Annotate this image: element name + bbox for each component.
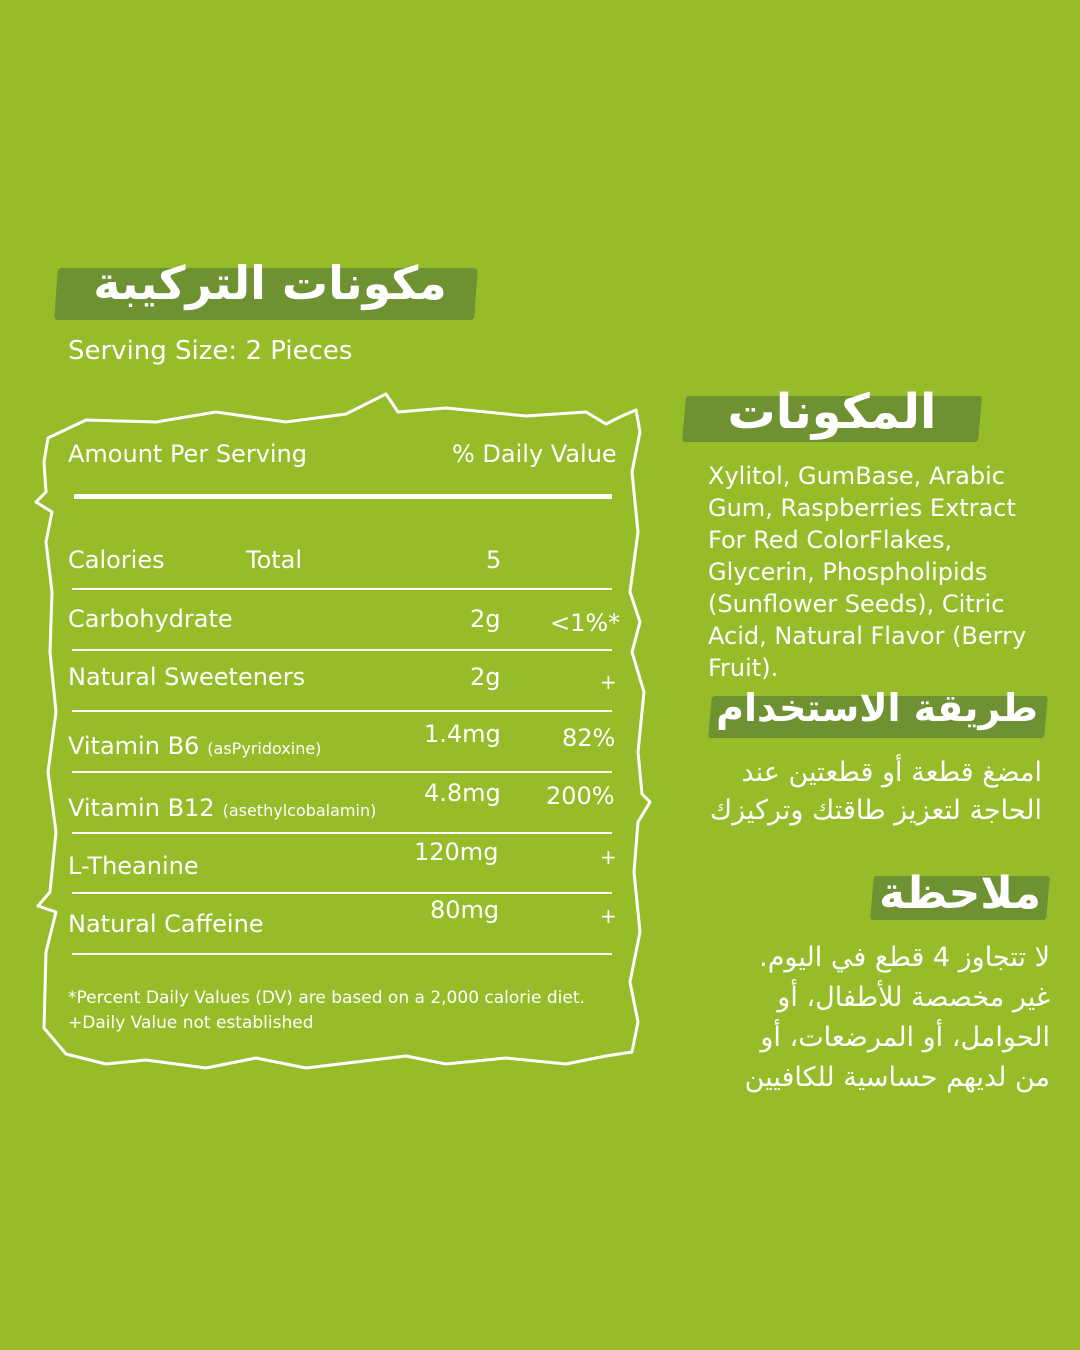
row-divider (72, 892, 612, 894)
page-title: مكونات التركيبة (93, 256, 447, 310)
row-theanine-name: L-Theanine (68, 852, 199, 880)
row-vitamin-b12 (68, 794, 376, 822)
usage-text (660, 754, 1042, 830)
row-vitamin-b6-amount: 1.4mg (424, 720, 501, 748)
ingredients-line: (Sunflower Seeds), Citric (708, 590, 1005, 618)
row-divider (72, 588, 612, 590)
usage-line: امضغ قطعة أو قطعتين عند (741, 757, 1042, 788)
ingredients-line: Gum, Raspberries Extract (708, 494, 1016, 522)
row-theanine-amount: 120mg (414, 838, 499, 866)
serving-size: Serving Size: 2 Pieces (68, 336, 353, 366)
row-divider (72, 832, 612, 834)
row-theanine-dv: + (600, 845, 617, 869)
row-caffeine-amount: 80mg (430, 896, 500, 924)
note-heading: ملاحظة (879, 868, 1041, 919)
row-divider (72, 710, 612, 712)
footnote-dv: *Percent Daily Values (DV) are based on a 2,000 calorie diet. (68, 988, 585, 1008)
usage-heading: طريقة الاستخدام (716, 686, 1038, 730)
row-vitamin-b6-name: Vitamin B6 (68, 732, 200, 760)
ingredients-line: Acid, Natural Flavor (Berry (708, 622, 1027, 650)
row-vitamin-b6 (68, 732, 321, 760)
header-rule (74, 494, 612, 499)
row-vitamin-b12-note: (asethylcobalamin) (222, 801, 377, 820)
row-calories-name: Calories (68, 546, 165, 574)
row-vitamin-b6-note: (asPyridoxine) (207, 739, 322, 758)
ingredients-line: For Red ColorFlakes, (708, 526, 953, 554)
ingredients-line: Fruit). (708, 654, 779, 682)
ingredients-line: Xylitol, GumBase, Arabic (708, 462, 1005, 490)
row-vitamin-b6-dv: 82% (562, 724, 616, 752)
row-sweeteners-dv: + (600, 670, 617, 694)
footnote (68, 986, 585, 1036)
note-line: غير مخصصة للأطفال، أو (777, 982, 1050, 1013)
row-sweeteners-amount: 2g (470, 663, 501, 691)
note-line: من لديهم حساسية للكافيين (744, 1062, 1050, 1093)
row-vitamin-b12-amount: 4.8mg (424, 779, 501, 807)
row-divider (72, 771, 612, 773)
row-divider (72, 953, 612, 955)
note-text (660, 938, 1050, 1098)
row-vitamin-b12-name: Vitamin B12 (68, 794, 215, 822)
footnote-not-established: +Daily Value not established (68, 1013, 314, 1033)
row-carbohydrate-amount: 2g (470, 605, 501, 633)
row-caffeine-name: Natural Caffeine (68, 910, 264, 938)
note-line: لا تتجاوز 4 قطع في اليوم. (759, 942, 1050, 973)
header-daily-value: % Daily Value (452, 440, 617, 468)
row-carbohydrate-dv: <1%* (550, 609, 621, 637)
ingredients-heading: المكونات (727, 384, 937, 440)
row-carbohydrate-name: Carbohydrate (68, 605, 233, 633)
row-sweeteners-name: Natural Sweeteners (68, 663, 306, 691)
ingredients-list (708, 460, 1048, 684)
ingredients-line: Glycerin, Phospholipids (708, 558, 988, 586)
usage-line: الحاجة لتعزيز طاقتك وتركيزك (709, 795, 1042, 826)
row-calories-amount: 5 (486, 546, 502, 574)
row-divider (72, 649, 612, 651)
row-caffeine-dv: + (600, 904, 617, 928)
row-calories-extra: Total (246, 546, 303, 574)
row-vitamin-b12-dv: 200% (546, 782, 615, 810)
header-amount-per-serving: Amount Per Serving (68, 440, 308, 468)
note-line: الحوامل، أو المرضعات، أو (760, 1022, 1050, 1053)
